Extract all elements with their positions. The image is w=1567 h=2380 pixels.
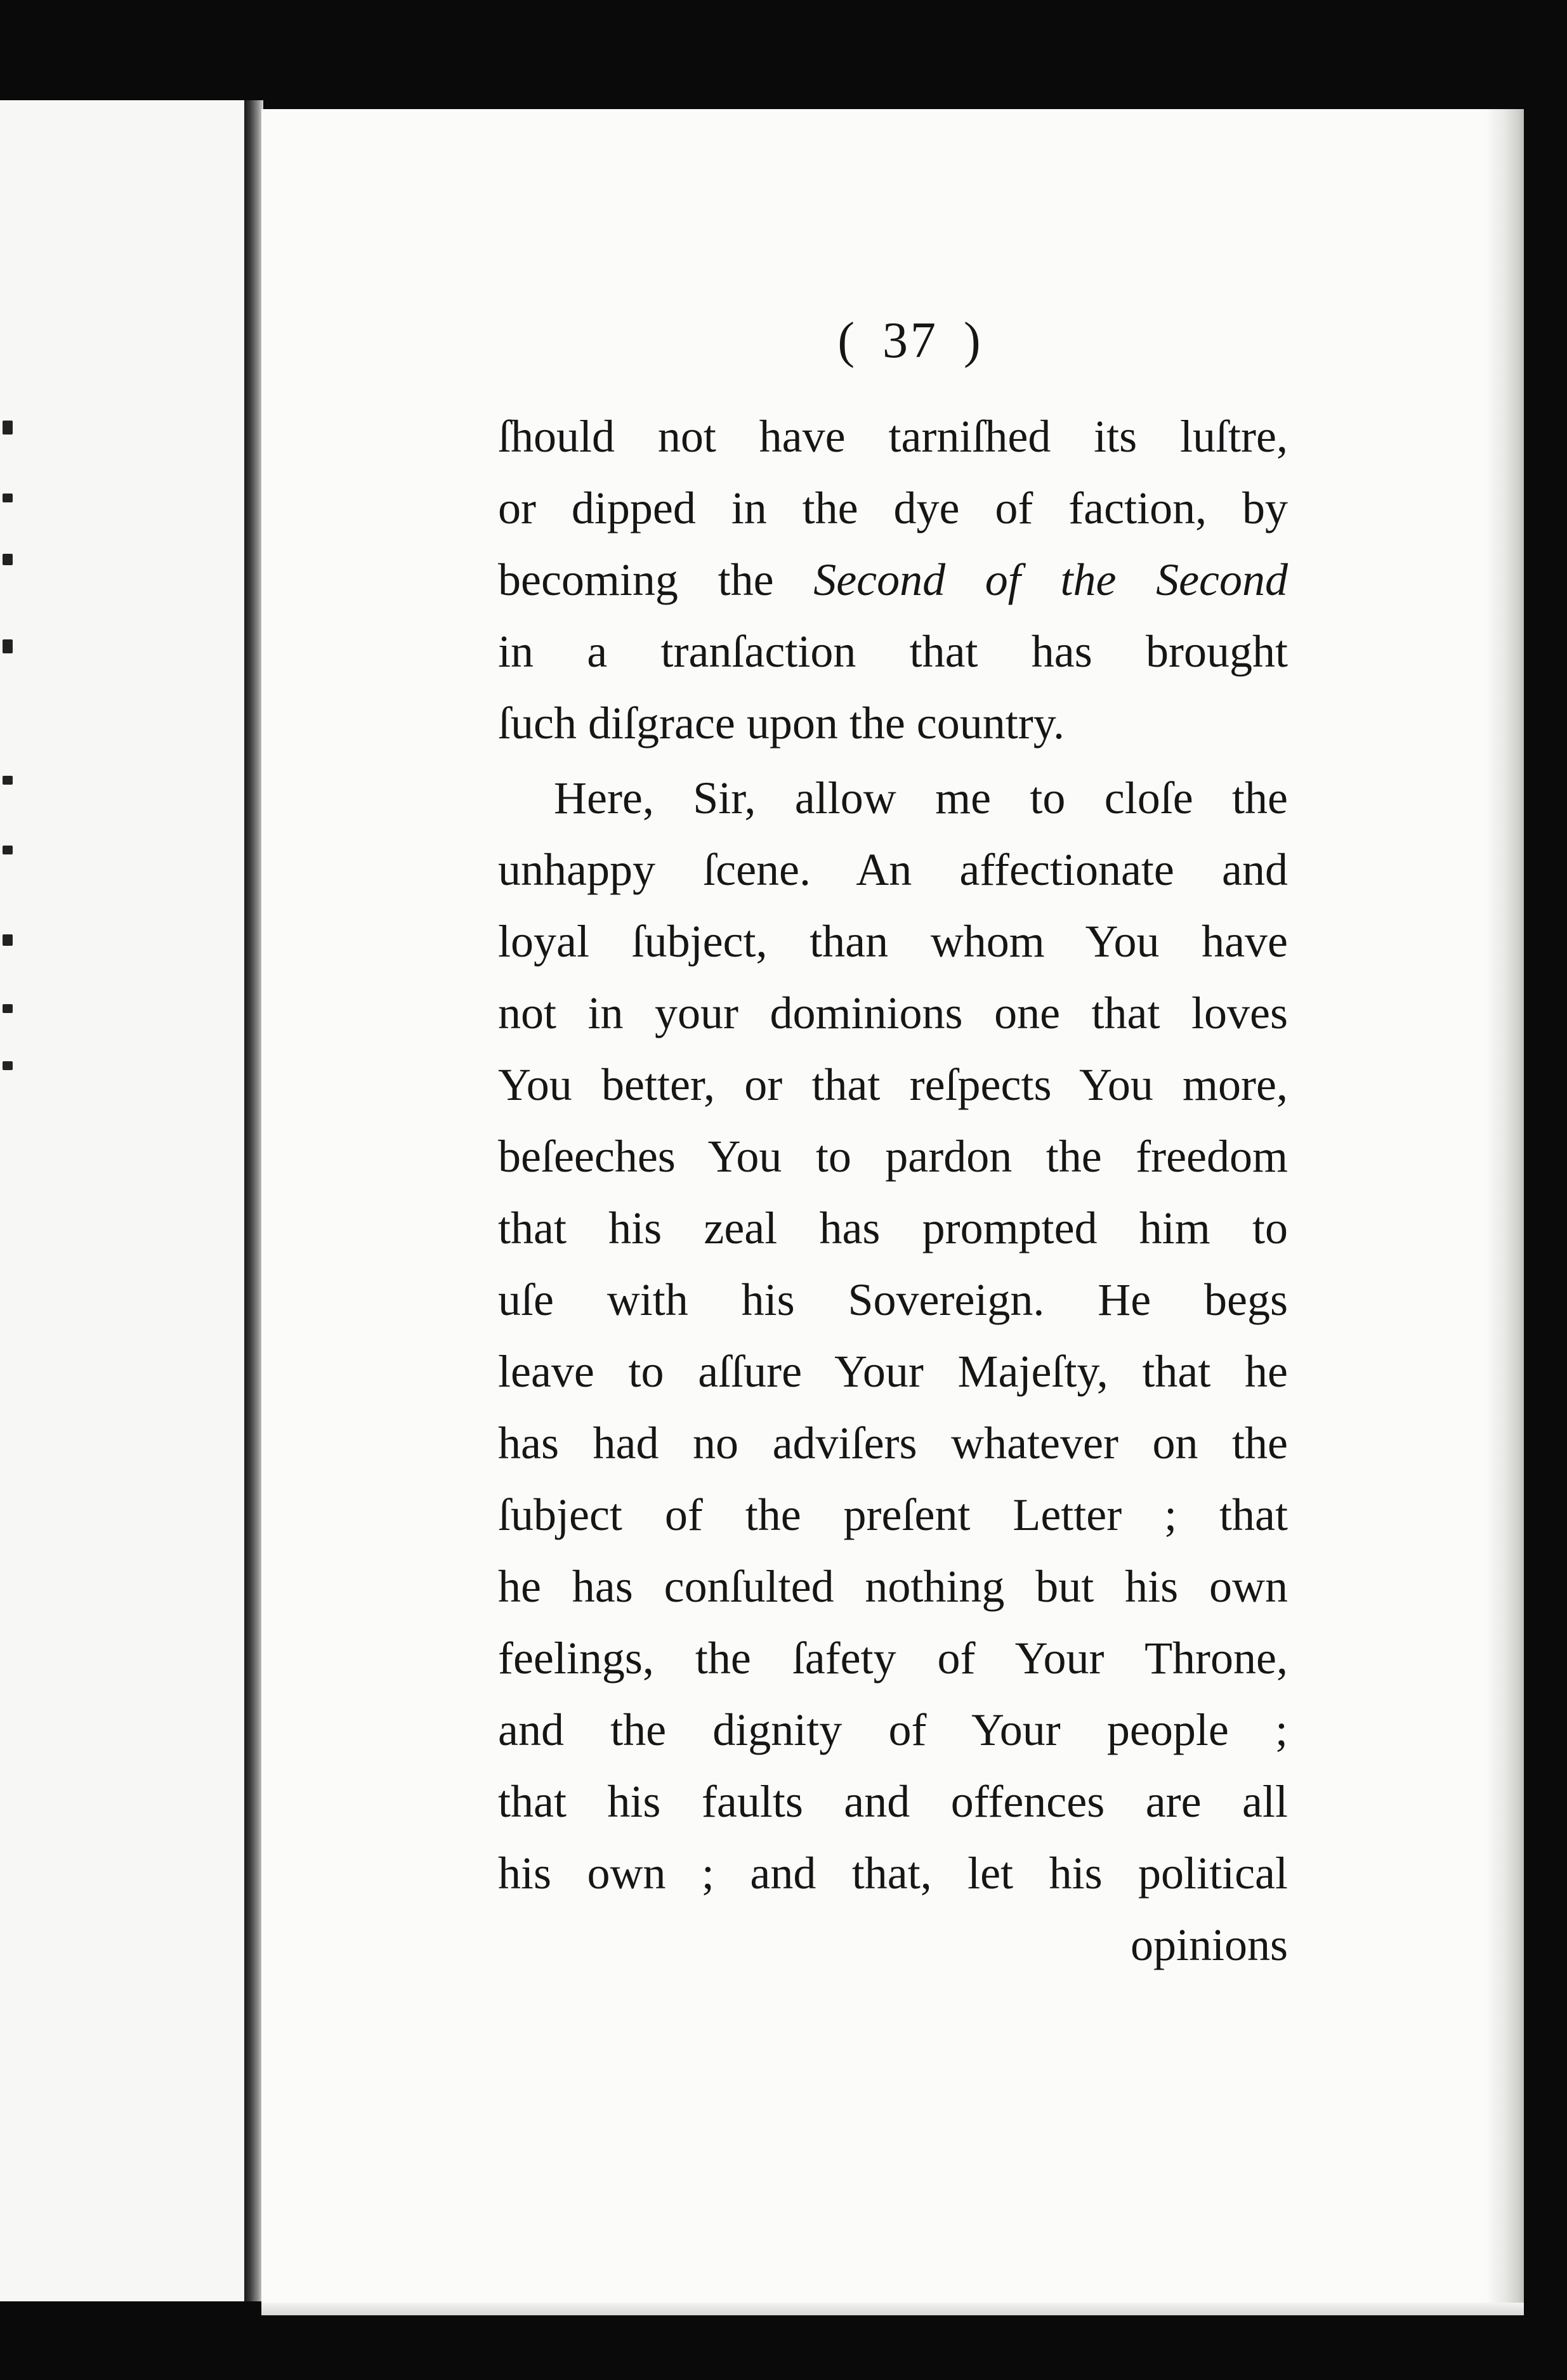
text-line: not in your dominions one that loves (498, 988, 1288, 1038)
text-line: or dipped in the dye of faction, by (498, 483, 1288, 533)
margin-mark (3, 421, 13, 435)
text-line: in a tranſaction that has brought (498, 626, 1288, 677)
text-line: ſuch diſgrace upon the country. (498, 698, 1065, 749)
text-line: that his zeal has prompted him to (498, 1203, 1288, 1253)
text-line: You better, or that reſpects You more, (498, 1059, 1288, 1110)
margin-mark (3, 639, 13, 653)
page-number: 37 (882, 313, 938, 369)
catchword: opinions (1130, 1919, 1288, 1970)
margin-mark (3, 554, 13, 565)
text-line: feelings, the ſafety of Your Throne, (498, 1633, 1288, 1684)
page-edge-shadow (1486, 109, 1524, 2315)
left-page (0, 100, 254, 2301)
text-line: his own ; and that, let his political (498, 1848, 1288, 1899)
text-line: uſe with his Sovereign. He begs (498, 1274, 1288, 1325)
margin-mark (3, 1061, 13, 1070)
book-gutter (244, 100, 263, 2301)
paragraph-first-line: Here, Sir, allow me to cloſe the (554, 773, 1288, 823)
text-line: loyal ſubject, than whom You have (498, 916, 1288, 967)
text-line (498, 544, 1288, 615)
page-bottom-edge (261, 2303, 1524, 2315)
text-line: ſubject of the preſent Letter ; that (498, 1489, 1288, 1540)
text-line: beſeeches You to pardon the freedom (498, 1131, 1288, 1182)
text-line: that his faults and offences are all (498, 1776, 1288, 1827)
italic-phrase: Second of the Second (813, 554, 1288, 605)
close-paren: ) (964, 313, 983, 369)
margin-mark (3, 776, 13, 785)
margin-mark (3, 846, 13, 854)
open-paren: ( (837, 313, 857, 369)
text-line: and the dignity of Your people ; (498, 1704, 1288, 1755)
text-line-roman: becoming the (498, 554, 814, 605)
text-line: he has conſulted nothing but his own (498, 1561, 1288, 1612)
text-line: ſhould not have tarniſhed its luſtre, (498, 411, 1288, 462)
margin-mark (3, 494, 13, 502)
right-page (261, 109, 1524, 2315)
page-number-header (498, 303, 1323, 379)
text-line: leave to aſſure Your Majeſty, that he (498, 1346, 1288, 1397)
left-page-margin-marks (0, 100, 25, 2301)
margin-mark (3, 1004, 13, 1013)
margin-mark (3, 934, 13, 946)
text-line: unhappy ſcene. An affectionate and (498, 844, 1288, 895)
text-line: has had no adviſers whatever on the (498, 1418, 1288, 1468)
